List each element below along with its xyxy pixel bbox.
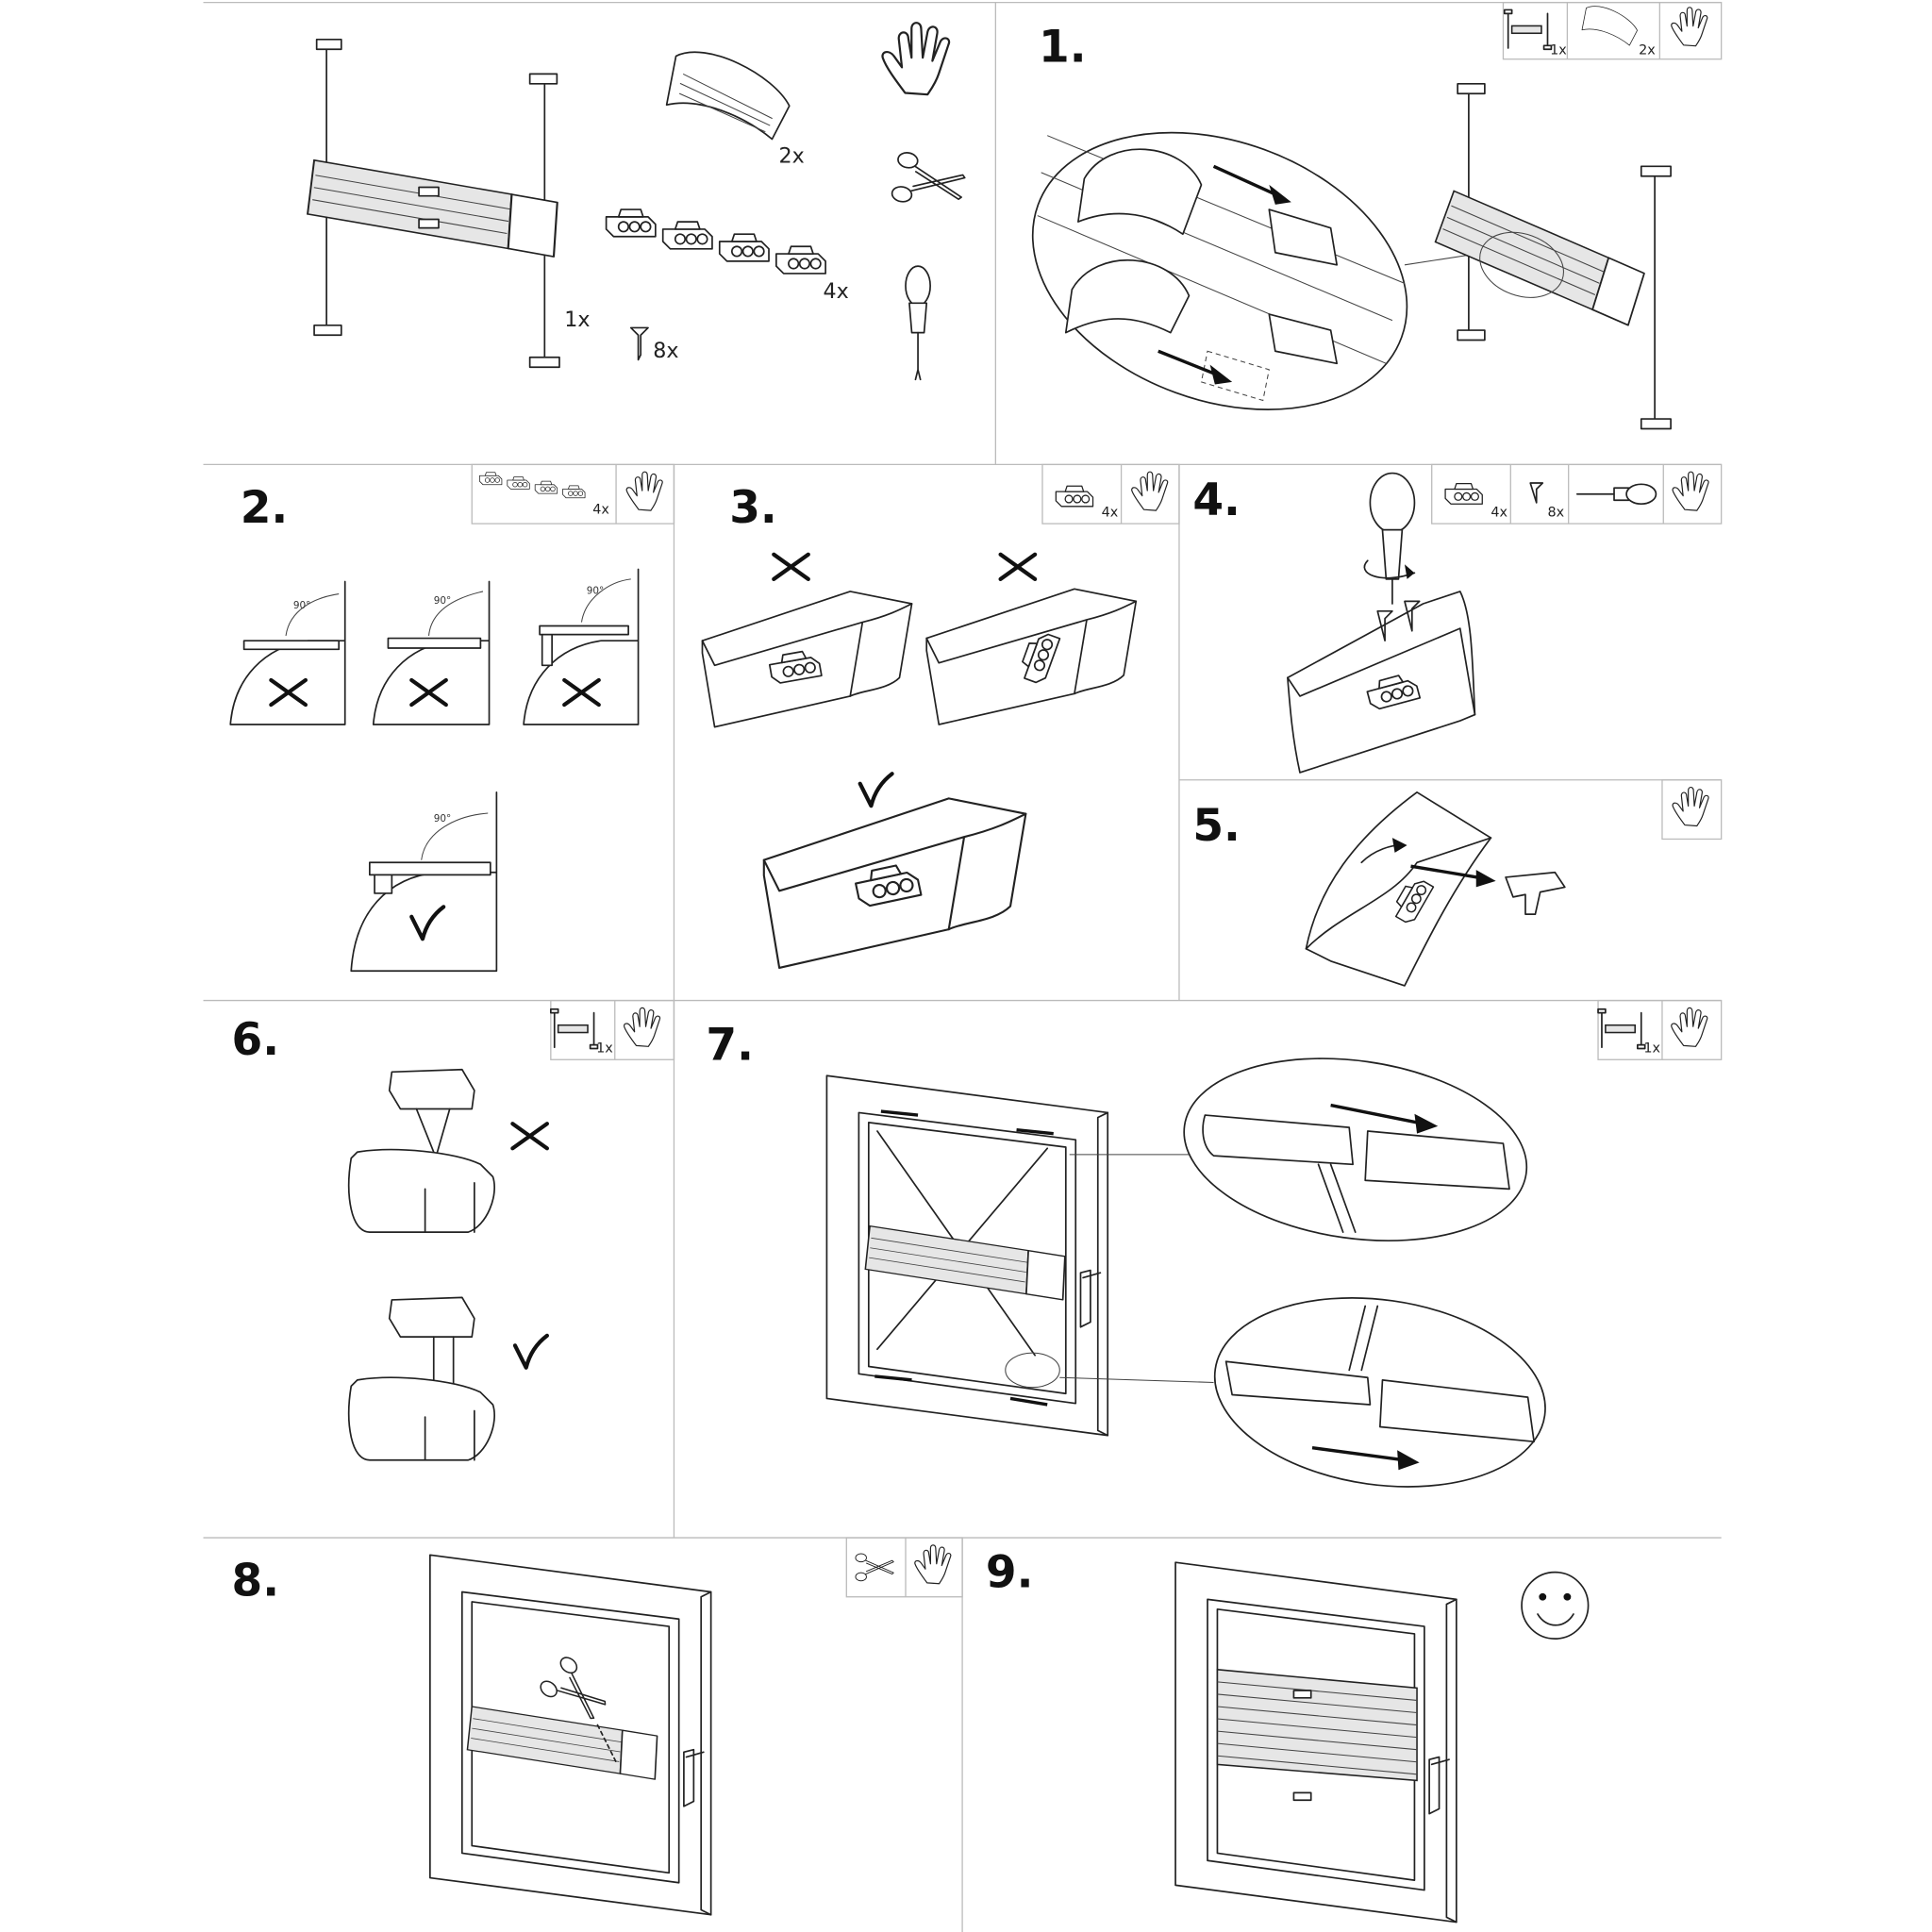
brackets-part [607, 209, 825, 274]
cords-crossed [349, 1070, 547, 1232]
svg-text:4x: 4x [1491, 505, 1508, 521]
step-1-badges [1503, 2, 1721, 58]
key-part [1506, 873, 1565, 914]
brackets-icon [479, 473, 585, 498]
hand-icon [1673, 472, 1708, 510]
hand-icon [882, 23, 949, 94]
svg-text:90°: 90° [586, 585, 605, 597]
screwdriver-icon [906, 266, 930, 379]
headrail-icon [551, 1009, 598, 1049]
step-4-badges [1432, 464, 1722, 524]
clip-part [660, 43, 797, 142]
detail-top [1173, 1038, 1539, 1261]
hand-icon [626, 472, 662, 510]
mounting-wrong-3 [524, 569, 638, 724]
svg-text:2x: 2x [1639, 42, 1656, 58]
step-9 [986, 1546, 1589, 1922]
bracket-icon [1056, 486, 1092, 507]
scissors-icon [856, 1554, 893, 1581]
bracket-quantity: 4x [823, 279, 849, 305]
svg-text:9.: 9. [985, 1546, 1034, 1599]
svg-text:5.: 5. [1192, 799, 1241, 852]
headrail-icon [1598, 1009, 1645, 1049]
step-7 [706, 1001, 1721, 1507]
step-2 [230, 464, 674, 971]
mounting-correct [351, 792, 496, 971]
cross-icon [512, 1124, 547, 1148]
step-7-badges [1598, 1001, 1722, 1060]
detail-ellipse [993, 83, 1484, 458]
hand-icon [1672, 8, 1707, 46]
check-icon [515, 1336, 547, 1368]
svg-text:3.: 3. [729, 481, 777, 534]
cross-icon [1001, 555, 1036, 579]
headrail-assembly [1431, 84, 1671, 429]
clip-quantity: 2x [778, 143, 805, 169]
headrail-quantity: 1x [564, 308, 591, 333]
svg-text:90°: 90° [433, 813, 452, 825]
hand-icon [1672, 1008, 1707, 1046]
step-6-badges [551, 1001, 675, 1060]
step-8-badges [846, 1538, 962, 1597]
step-8 [232, 1538, 963, 1915]
step-2-badges [472, 464, 674, 524]
svg-text:4x: 4x [1101, 505, 1119, 521]
check-icon [411, 907, 443, 939]
svg-text:7.: 7. [706, 1019, 754, 1072]
cords-parallel [349, 1297, 547, 1459]
hand-icon [1673, 788, 1708, 826]
step-5-badges [1662, 780, 1722, 840]
step-3-badges [1042, 464, 1179, 524]
svg-text:8.: 8. [231, 1555, 280, 1607]
headrail-icon [1505, 9, 1552, 49]
screwdriver-icon [1577, 484, 1657, 504]
svg-text:8x: 8x [1547, 505, 1565, 521]
step-3 [702, 464, 1178, 968]
svg-text:2.: 2. [240, 481, 289, 534]
screw-icon [1530, 483, 1542, 503]
cross-icon [564, 680, 599, 705]
step-number: 1. [1039, 21, 1087, 74]
hand-icon [915, 1545, 951, 1584]
svg-text:1x: 1x [596, 1041, 613, 1057]
cross-icon [774, 555, 808, 579]
hand-icon [625, 1008, 660, 1046]
screw-part [631, 327, 648, 359]
cross-icon [411, 680, 446, 705]
svg-text:6.: 6. [231, 1014, 280, 1067]
scissors-icon [891, 151, 967, 211]
svg-text:1x: 1x [1550, 42, 1567, 58]
parts-panel [306, 23, 967, 379]
step-6 [232, 1001, 675, 1460]
mounting-wrong-2 [374, 581, 490, 724]
svg-text:90°: 90° [433, 595, 452, 607]
screw-quantity: 8x [653, 338, 679, 363]
svg-text:4.: 4. [1192, 474, 1241, 526]
step-4 [1192, 464, 1721, 773]
step-1 [993, 2, 1721, 458]
clip-icon [1579, 2, 1641, 46]
bracket-icon [1445, 484, 1482, 505]
check-icon [860, 774, 892, 806]
cross-icon [271, 680, 306, 705]
svg-text:90°: 90° [292, 600, 311, 612]
smiley-icon [1522, 1573, 1589, 1640]
step-5 [1192, 780, 1721, 986]
svg-text:4x: 4x [592, 502, 609, 518]
detail-bottom [1203, 1277, 1557, 1507]
headrail-part [306, 40, 561, 367]
mounting-wrong-1 [230, 581, 344, 724]
svg-text:1x: 1x [1643, 1041, 1661, 1057]
hand-icon [1132, 472, 1168, 510]
